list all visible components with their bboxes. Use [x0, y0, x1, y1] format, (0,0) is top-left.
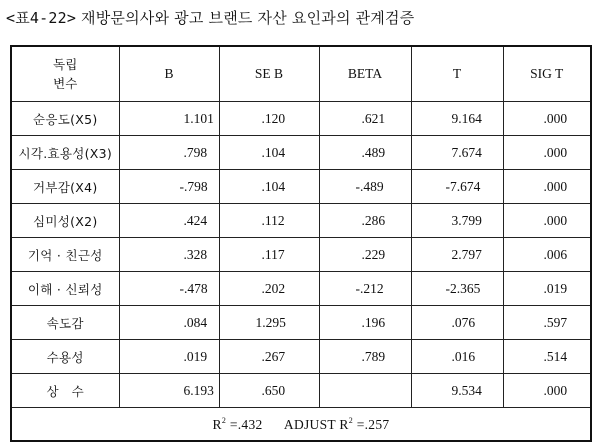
row-label: 기억 · 친근성: [11, 238, 119, 272]
table-row: [11, 170, 591, 204]
header-independent-variable: [11, 46, 119, 102]
cell-se-b: .120: [219, 102, 319, 136]
row-label: 속도감: [11, 306, 119, 340]
cell-beta: .489: [319, 136, 411, 170]
cell-b: -.798: [119, 170, 219, 204]
cell-se-b: .112: [219, 204, 319, 238]
header-b: B: [119, 46, 219, 102]
cell-sig-t: .597: [503, 306, 591, 340]
cell-se-b: .267: [219, 340, 319, 374]
cell-t: 9.164: [411, 102, 503, 136]
cell-t: 3.799: [411, 204, 503, 238]
model-fit-summary: [11, 408, 591, 442]
table-caption: [6, 7, 414, 28]
cell-se-b: .650: [219, 374, 319, 408]
cell-b: 6.193: [119, 374, 219, 408]
cell-sig-t: .000: [503, 374, 591, 408]
cell-sig-t: .514: [503, 340, 591, 374]
row-label: 상 수: [11, 374, 119, 408]
table-row: [11, 272, 591, 306]
cell-t: .076: [411, 306, 503, 340]
row-label: 시각.효용성(X3): [11, 136, 119, 170]
cell-t: 7.674: [411, 136, 503, 170]
r2-exponent: 2: [221, 415, 227, 425]
cell-beta: .286: [319, 204, 411, 238]
cell-sig-t: .000: [503, 136, 591, 170]
row-label: 이해 · 신뢰성: [11, 272, 119, 306]
caption-title: 재방문의사와 광고 브랜드 자산 요인과의 관계검증: [81, 9, 415, 27]
cell-se-b: .104: [219, 136, 319, 170]
cell-b: .019: [119, 340, 219, 374]
regression-table: [10, 45, 592, 442]
cell-b: -.478: [119, 272, 219, 306]
cell-b: .084: [119, 306, 219, 340]
cell-sig-t: .006: [503, 238, 591, 272]
cell-t: -7.674: [411, 170, 503, 204]
cell-se-b: 1.295: [219, 306, 319, 340]
table-row: [11, 238, 591, 272]
cell-beta: -.489: [319, 170, 411, 204]
adjust-r2-value: =.257: [353, 416, 390, 432]
cell-beta: -.212: [319, 272, 411, 306]
cell-b: .798: [119, 136, 219, 170]
row-label: 심미성(X2): [11, 204, 119, 238]
cell-t: 2.797: [411, 238, 503, 272]
cell-sig-t: .000: [503, 170, 591, 204]
header-independent-line2: 변수: [53, 76, 78, 91]
cell-b: .328: [119, 238, 219, 272]
header-t: T: [411, 46, 503, 102]
cell-beta: [319, 374, 411, 408]
table-row: [11, 306, 591, 340]
cell-se-b: .202: [219, 272, 319, 306]
cell-sig-t: .000: [503, 102, 591, 136]
header-beta: BETA: [319, 46, 411, 102]
cell-beta: .621: [319, 102, 411, 136]
r2-label: R: [212, 416, 222, 432]
row-label: 순응도(X5): [11, 102, 119, 136]
header-independent-line1: 독립: [53, 57, 78, 72]
table-row: [11, 374, 591, 408]
cell-t: -2.365: [411, 272, 503, 306]
cell-se-b: .104: [219, 170, 319, 204]
table-row: [11, 204, 591, 238]
header-row: [11, 46, 591, 102]
cell-beta: .196: [319, 306, 411, 340]
table-row: [11, 102, 591, 136]
cell-beta: .789: [319, 340, 411, 374]
cell-sig-t: .000: [503, 204, 591, 238]
cell-b: 1.101: [119, 102, 219, 136]
table-row: [11, 136, 591, 170]
caption-label: <표4-22>: [6, 9, 77, 27]
adjust-r2-label: ADJUST R: [283, 416, 349, 432]
header-sig-t: SIG T: [503, 46, 591, 102]
cell-beta: .229: [319, 238, 411, 272]
row-label: 수용성: [11, 340, 119, 374]
adjust-r2-exponent: 2: [348, 415, 354, 425]
cell-se-b: .117: [219, 238, 319, 272]
footer-row: [11, 408, 591, 442]
row-label: 거부감(X4): [11, 170, 119, 204]
header-se-b: SE B: [219, 46, 319, 102]
r2-value: =.432: [226, 416, 263, 432]
table-row: [11, 340, 591, 374]
cell-t: .016: [411, 340, 503, 374]
cell-b: .424: [119, 204, 219, 238]
cell-sig-t: .019: [503, 272, 591, 306]
cell-t: 9.534: [411, 374, 503, 408]
